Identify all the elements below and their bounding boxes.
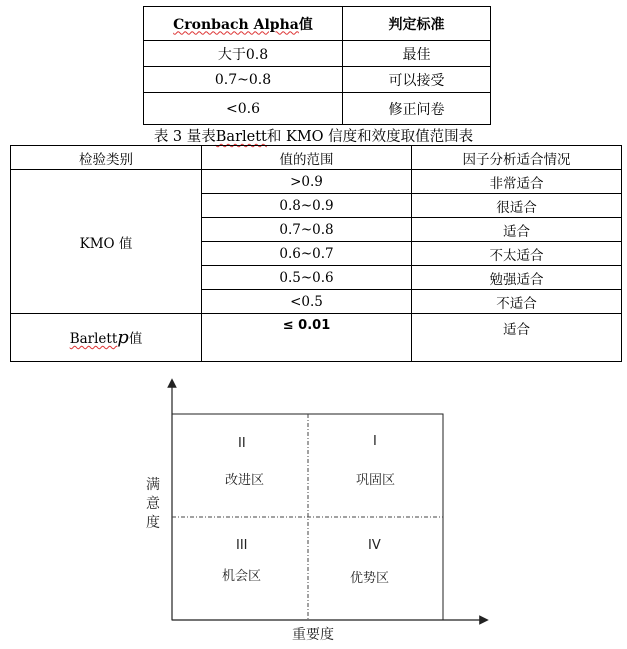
table-cell: 0.5~0.6 (202, 266, 412, 290)
table-cell: <0.6 (144, 93, 343, 125)
caption-prefix: 表 3 量表 (153, 129, 216, 145)
table-cell: 修正问卷 (343, 93, 491, 125)
quadrant-iv-numeral: IV (368, 538, 381, 553)
barlett-p: p (117, 327, 129, 348)
table-cell: <0.5 (202, 290, 412, 314)
table-cell: 0.8~0.9 (202, 194, 412, 218)
table-cell: 可以接受 (343, 67, 491, 93)
barlett-suffix: 值 (128, 331, 143, 347)
header-cell: 检验类别 (11, 146, 202, 170)
barlett-range-cell: ≤ 0.01 (202, 314, 412, 362)
quadrant-ii-name: 改进区 (225, 473, 265, 488)
table-row (144, 93, 491, 125)
table-cell: 0.6~0.7 (202, 242, 412, 266)
header-cell: 因子分析适合情况 (412, 146, 622, 170)
criteria-header-cell: 判定标准 (343, 7, 491, 41)
barlett-label: Barlett (69, 331, 118, 347)
quadrant-iii-numeral: III (236, 538, 248, 553)
table-cell: 很适合 (412, 194, 622, 218)
y-axis-char: 满 (146, 477, 160, 493)
table-cell: 不适合 (412, 290, 622, 314)
table-cell: 大于0.8 (144, 41, 343, 67)
quadrant-i-name: 巩固区 (356, 473, 396, 488)
table-cell: 0.7~0.8 (202, 218, 412, 242)
quadrant-iii-name: 机会区 (222, 569, 262, 584)
y-axis-char: 意 (146, 496, 160, 512)
caption-suffix: 和 KMO 信度和效度取值范围表 (266, 129, 474, 145)
y-axis-char: 度 (146, 515, 160, 531)
table-cell: 勉强适合 (412, 266, 622, 290)
barlett-result-cell: 适合 (412, 314, 622, 362)
quadrant-i-numeral: I (373, 434, 377, 449)
caption-barlett: Barlett (215, 129, 267, 145)
table-cell: 非常适合 (412, 170, 622, 194)
table-row (144, 41, 491, 67)
cronbach-header-row (144, 7, 491, 41)
kmo-label-cell: KMO 值 (11, 170, 202, 314)
x-axis-label: 重要度 (292, 627, 334, 643)
quadrant-diagram (0, 375, 627, 649)
cronbach-header-suffix: 值 (298, 16, 313, 33)
table-cell: 不太适合 (412, 242, 622, 266)
table-cell: 0.7~0.8 (144, 67, 343, 93)
cronbach-table (143, 6, 491, 125)
quadrant-iv-name: 优势区 (350, 571, 390, 586)
table-row (11, 170, 622, 194)
table-cell: 适合 (412, 218, 622, 242)
cronbach-header-text: Cronbach Alpha (173, 16, 299, 33)
cronbach-header-cell (144, 7, 343, 41)
quadrant-ii-numeral: II (238, 436, 246, 451)
barlett-label-cell (11, 314, 202, 362)
table-row (144, 67, 491, 93)
table-caption (0, 125, 627, 146)
kmo-barlett-table (10, 145, 622, 362)
table-cell: >0.9 (202, 170, 412, 194)
header-cell: 值的范围 (202, 146, 412, 170)
table-row (11, 314, 622, 362)
y-axis-label (146, 476, 160, 533)
table-cell: 最佳 (343, 41, 491, 67)
table-header-row (11, 146, 622, 170)
